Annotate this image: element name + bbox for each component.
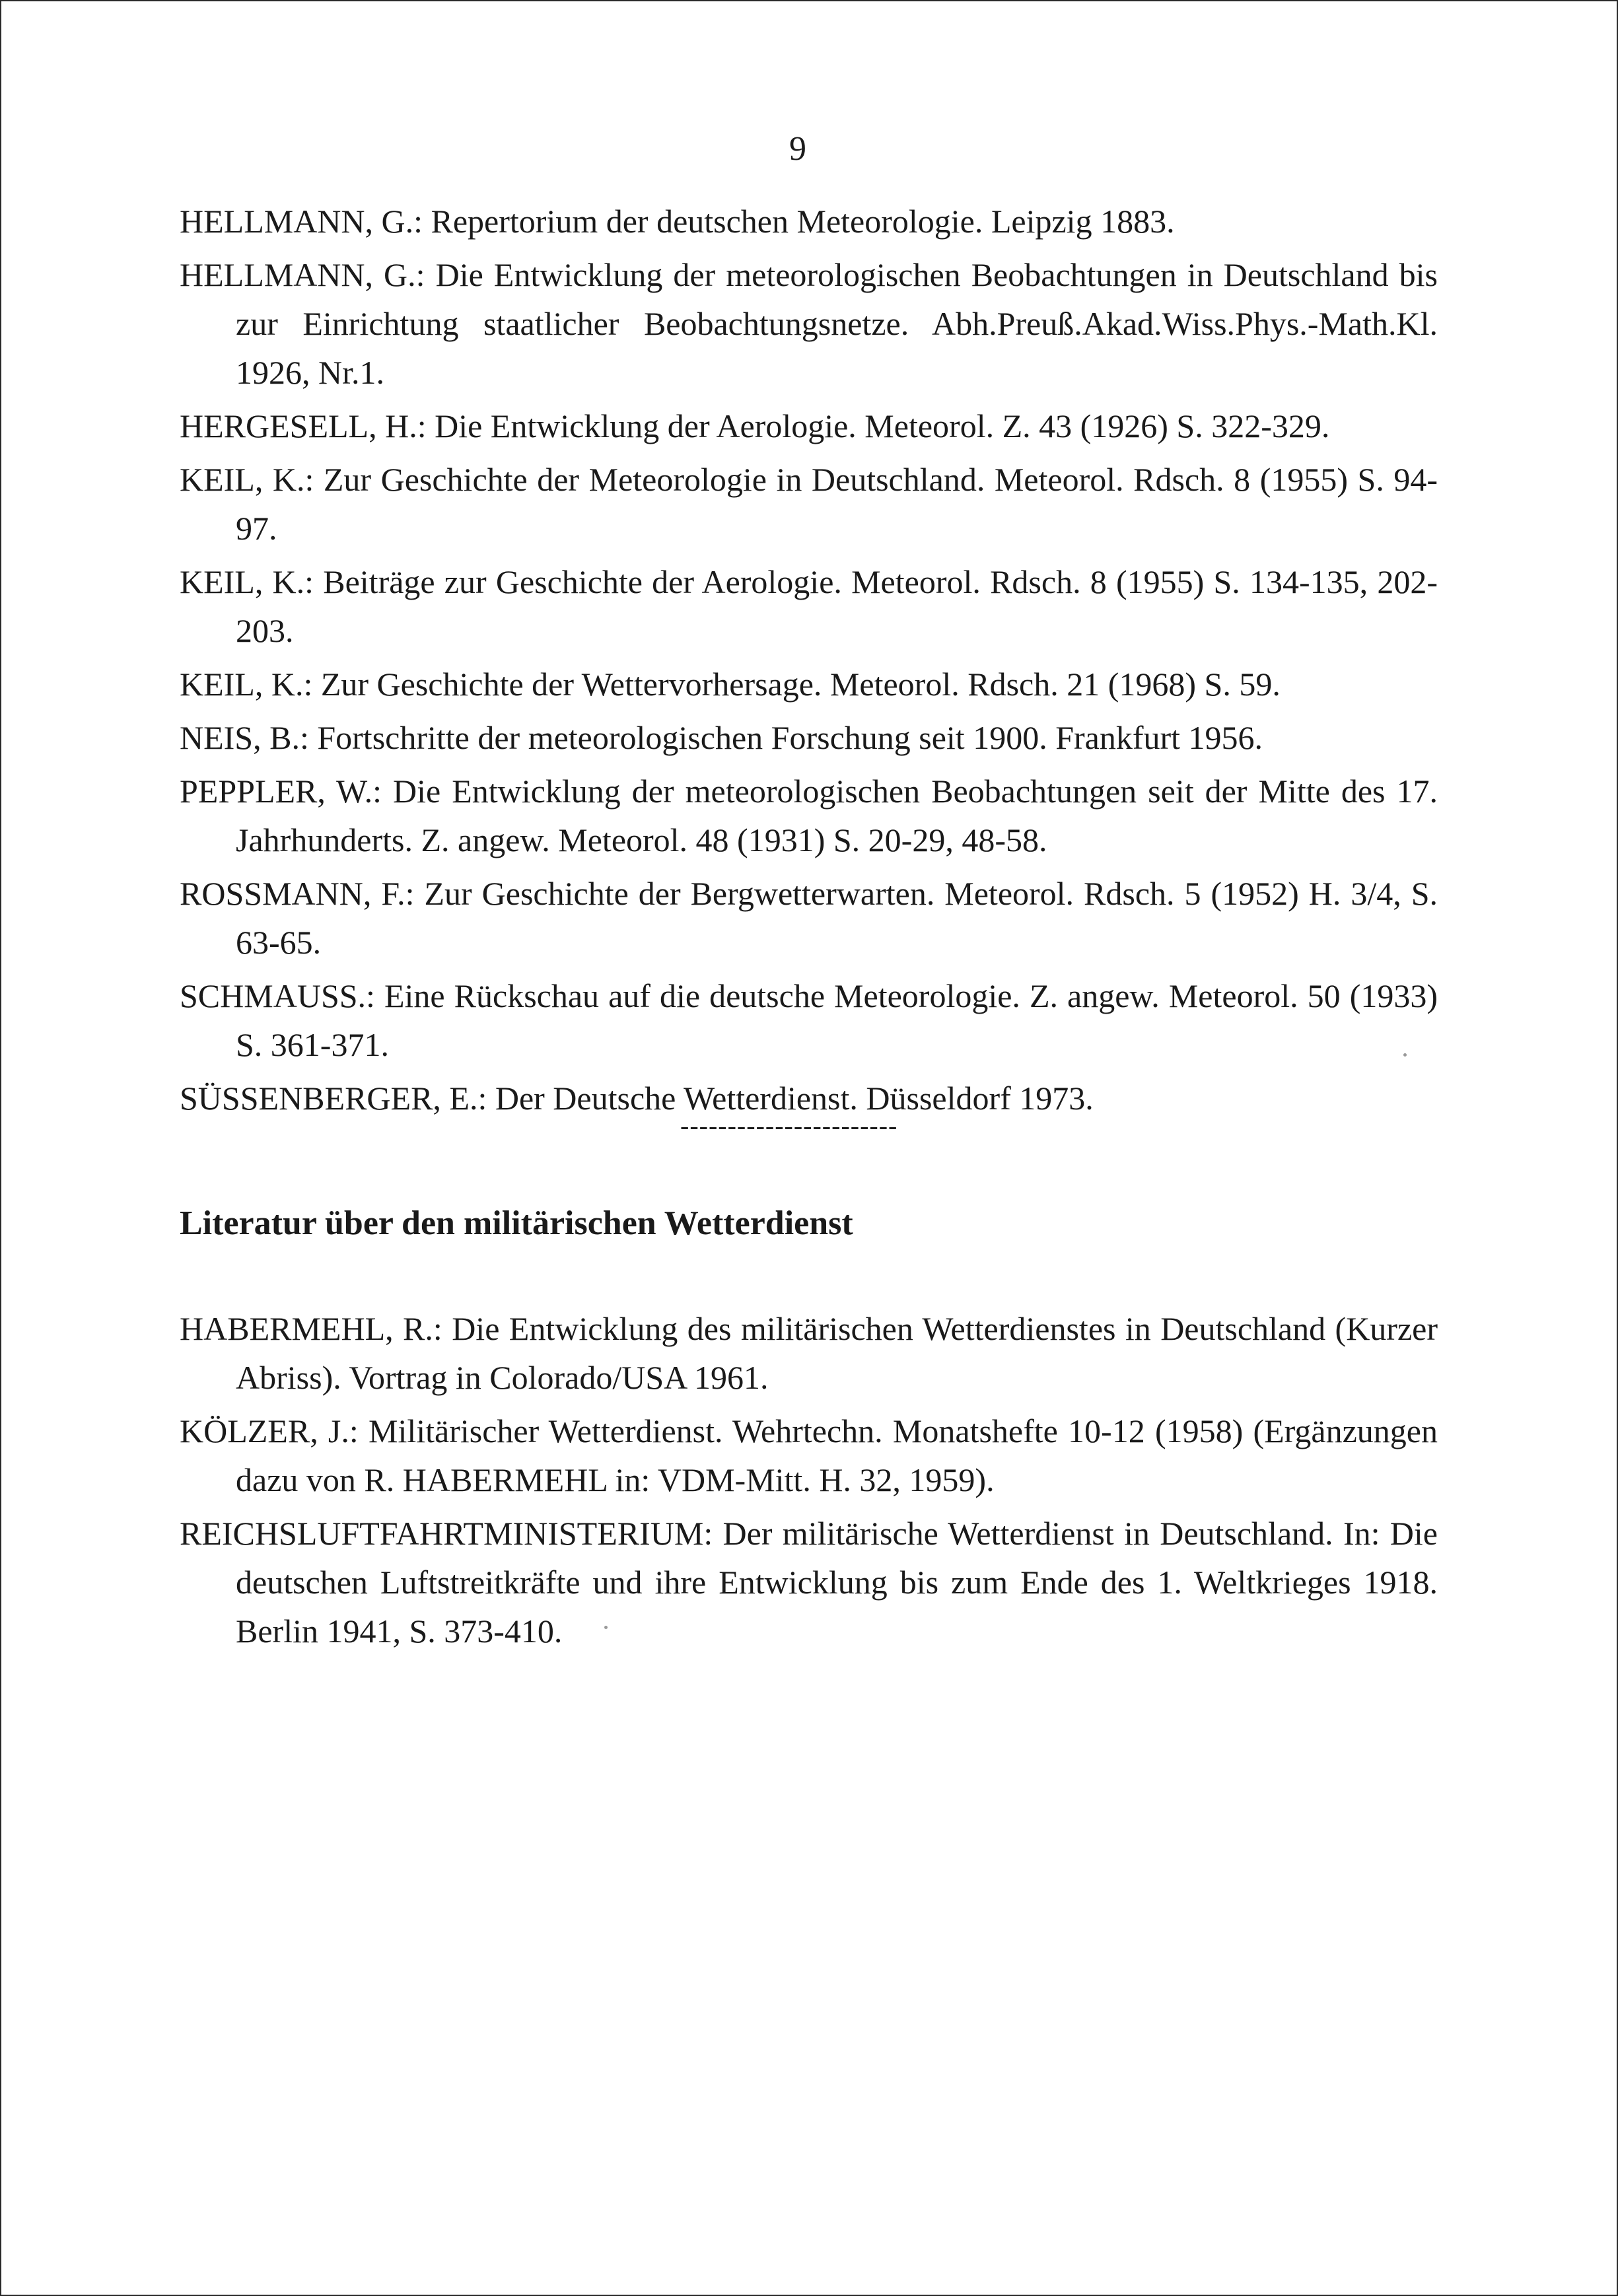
scan-speck	[1403, 1053, 1407, 1057]
reference-entry: HERGESELL, H.: Die Entwicklung der Aerologie. Meteorol. Z. 43 (1926) S. 322-329.	[180, 407, 1330, 444]
reference-entry: SÜSSENBERGER, E.: Der Deutsche Wetterdienst. Düsseldorf 1973.	[180, 1080, 1094, 1117]
reference-entry: KEIL, K.: Beiträge zur Geschichte der Aerologie. Meteorol. Rdsch. 8 (1955) S. 134-135, 202-203.	[180, 563, 1438, 649]
reference-entry: REICHSLUFTFAHRTMINISTERIUM: Der militärische Wetterdienst in Deutschland. In: Die deutschen Luftstreitkräfte und ihre Entwicklung bis zum Ende des 1. Weltkrieges 1918. Berlin 1941, S. 373-410.	[180, 1515, 1438, 1650]
reference-entry: HELLMANN, G.: Die Entwicklung der meteorologischen Beobachtungen in Deutschland bis zur Einrichtung staatlicher Beobachtungsnetze. Abh.Preuß.Akad.Wiss.Phys.-Math.Kl. 1926, Nr.1.	[180, 256, 1438, 391]
reference-entry: KEIL, K.: Zur Geschichte der Meteorologie in Deutschland. Meteorol. Rdsch. 8 (1955) S. 94-97.	[180, 461, 1438, 547]
section-heading: Literatur über den militärischen Wetterdienst	[180, 1204, 853, 1242]
section-separator: -----------------------	[680, 1111, 898, 1140]
reference-entry: SCHMAUSS.: Eine Rückschau auf die deutsche Meteorologie. Z. angew. Meteorol. 50 (1933) S. 361-371.	[180, 977, 1438, 1063]
reference-entry: KEIL, K.: Zur Geschichte der Wettervorhersage. Meteorol. Rdsch. 21 (1968) S. 59.	[180, 666, 1281, 703]
reference-list-military	[180, 1304, 1438, 1660]
reference-entry: HELLMANN, G.: Repertorium der deutschen Meteorologie. Leipzig 1883.	[180, 203, 1175, 240]
scan-speck	[604, 1626, 608, 1629]
reference-list-general	[180, 197, 1438, 1127]
reference-entry: KÖLZER, J.: Militärischer Wetterdienst. Wehrtechn. Monatshefte 10-12 (1958) (Ergänzungen dazu von R. HABERMEHL in: VDM-Mitt. H. 32, 1959).	[180, 1412, 1438, 1498]
reference-entry: HABERMEHL, R.: Die Entwicklung des militärischen Wetterdienstes in Deutschland (Kurzer Abriss). Vortrag in Colorado/USA 1961.	[180, 1310, 1438, 1396]
reference-entry: PEPPLER, W.: Die Entwicklung der meteorologischen Beobachtungen seit der Mitte des 17. Jahrhunderts. Z. angew. Meteorol. 48 (1931) S. 20-29, 48-58.	[180, 773, 1438, 858]
page-number: 9	[789, 130, 806, 168]
reference-entry: NEIS, B.: Fortschritte der meteorologischen Forschung seit 1900. Frankfurt 1956.	[180, 719, 1263, 756]
reference-entry: ROSSMANN, F.: Zur Geschichte der Bergwetterwarten. Meteorol. Rdsch. 5 (1952) H. 3/4, S. 63-65.	[180, 875, 1438, 961]
